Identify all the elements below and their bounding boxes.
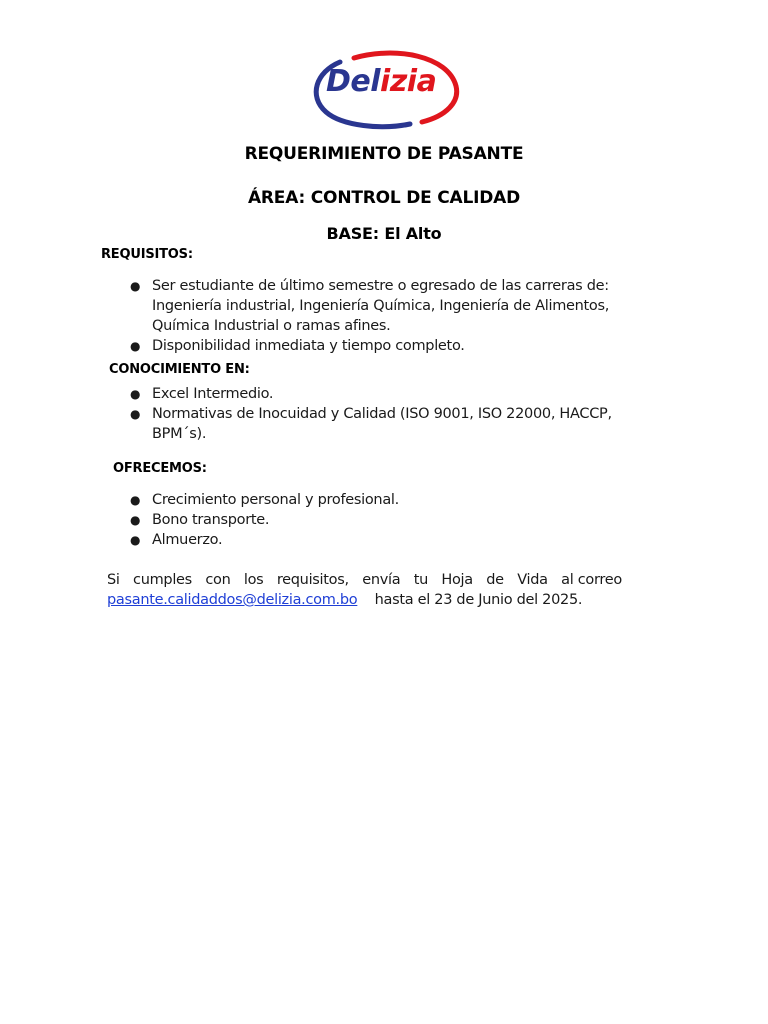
application-instructions xyxy=(107,570,622,610)
list-item xyxy=(130,336,640,356)
logo-text-part2: izia xyxy=(380,64,437,99)
list-item-line: BPM´s). xyxy=(152,426,207,442)
list-item xyxy=(130,530,640,550)
deadline-text: hasta el 23 de Junio del 2025. xyxy=(374,592,583,608)
bullet-icon: ● xyxy=(130,407,141,421)
list-item-line: Almuerzo. xyxy=(152,532,223,548)
requisitos-heading: REQUISITOS: xyxy=(101,247,193,262)
instruction-word: requisitos, xyxy=(276,572,349,588)
instruction-word: con xyxy=(205,572,231,588)
list-item-line: Excel Intermedio. xyxy=(152,386,274,402)
list-item-line: Normativas de Inocuidad y Calidad (ISO 9001, ISO 22000, HACCP, xyxy=(152,406,612,422)
instruction-word: Si xyxy=(107,572,120,588)
requisitos-list xyxy=(130,276,640,356)
logo-wordmark xyxy=(326,64,437,99)
list-item-line: Crecimiento personal y profesional. xyxy=(152,492,399,508)
instruction-word: Vida xyxy=(517,572,548,588)
instruction-word: de xyxy=(486,572,504,588)
email-link[interactable]: pasante.calidaddos@delizia.com.bo xyxy=(107,592,358,608)
bullet-icon: ● xyxy=(130,513,141,527)
list-item-line: Química Industrial o ramas afines. xyxy=(152,318,391,334)
list-item-line: Ser estudiante de último semestre o egresado de las carreras de: xyxy=(152,278,609,294)
base-title: BASE: El Alto xyxy=(326,224,442,243)
delizia-logo xyxy=(310,50,460,132)
list-item xyxy=(130,510,640,530)
bullet-icon: ● xyxy=(130,339,141,353)
list-item xyxy=(130,384,640,404)
page-title: REQUERIMIENTO DE PASANTE xyxy=(244,144,524,164)
bullet-icon: ● xyxy=(130,387,141,401)
instruction-word: Hoja xyxy=(441,572,473,588)
list-item xyxy=(130,404,640,444)
instructions-line xyxy=(107,590,622,610)
instruction-word: envía xyxy=(362,572,401,588)
conocimiento-heading: CONOCIMIENTO EN: xyxy=(109,362,250,377)
instruction-word: tu xyxy=(413,572,428,588)
list-item-line: Bono transporte. xyxy=(152,512,270,528)
list-item xyxy=(130,490,640,510)
bullet-icon: ● xyxy=(130,493,141,507)
instructions-line xyxy=(107,570,622,590)
list-item-line: Disponibilidad inmediata y tiempo completo. xyxy=(152,338,465,354)
bullet-icon: ● xyxy=(130,533,141,547)
ofrecemos-list xyxy=(130,490,640,550)
instruction-word: cumples xyxy=(133,572,192,588)
bullet-icon: ● xyxy=(130,279,141,293)
conocimiento-list xyxy=(130,384,640,444)
ofrecemos-heading: OFRECEMOS: xyxy=(113,461,207,476)
area-title: ÁREA: CONTROL DE CALIDAD xyxy=(247,188,521,208)
instruction-word: al correo xyxy=(561,572,622,588)
list-item xyxy=(130,276,640,336)
list-item-line: Ingeniería industrial, Ingeniería Química, Ingeniería de Alimentos, xyxy=(152,298,610,314)
logo-text-part1: Del xyxy=(326,64,381,99)
instruction-word: los xyxy=(243,572,264,588)
